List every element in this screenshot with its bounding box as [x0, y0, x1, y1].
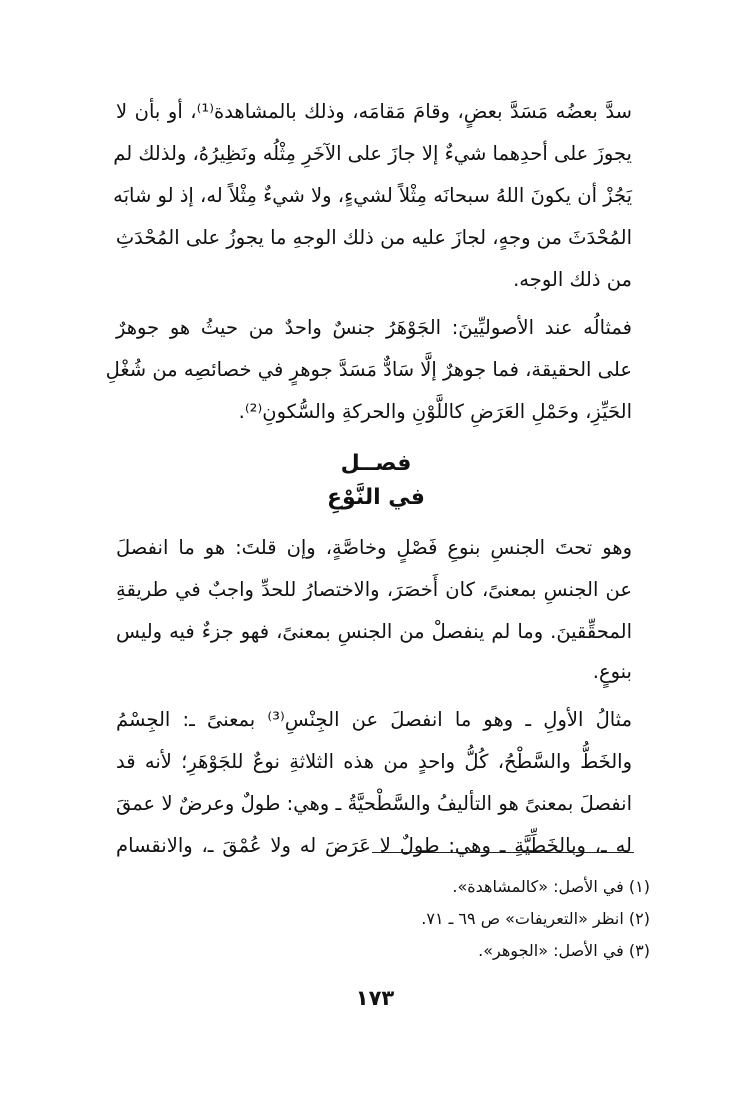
- text-line: انفصلَ بمعنىً هو التأليفُ والسَّطْحيَّةُ ـ وهي: طولٌ وعرضٌ لا عمقَ: [116, 792, 632, 815]
- text-line: المحقِّقينَ. وما لم ينفصلْ من الجنسِ بمعنىً، فهو جزءٌ فيه وليس: [116, 620, 632, 643]
- text-line: من ذلك الوجه.: [513, 268, 632, 291]
- text-line: يجوزَ على أحدِهما شيءٌ إلا جازَ على الآخَرِ مِثْلُه ونَظِيرُهُ، ولذلك لم: [113, 142, 632, 165]
- text-line: على الحقيقة، فما جوهرٌ إلَّا سَادٌّ مَسَدَّ جوهرٍ في خصائصِه من شُغْلِ: [105, 358, 632, 381]
- section-subheading: في النَّوْعِ: [327, 485, 425, 510]
- text-line: المُحْدَثَ من وجهٍ، لجازَ عليه من ذلك الوجهِ ما يجوزُ على المُحْدَثِ: [115, 226, 632, 249]
- footnote: (٣) في الأصل: «الجوهر».: [478, 941, 650, 960]
- page-number: ١٧٣: [355, 986, 395, 1010]
- footnote: (١) في الأصل: «كالمشاهدة».: [452, 877, 650, 896]
- text-line: الحَيِّزِ، وحَمْلِ العَرَضِ كاللَّوْنِ والحركةِ والسُّكونِ⁽²⁾.: [238, 400, 632, 423]
- section-heading: فصــل: [340, 451, 412, 476]
- text-line: والخَطُّ والسَّطْحُ، كُلُّ واحدٍ من هذه الثلاثةِ نوعٌ للجَوْهَرِ؛ لأنه قد: [116, 750, 632, 773]
- text-line: فمثالُه عند الأصوليِّينَ: الجَوْهَرُ جنسٌ واحدٌ من حيثُ هو جوهرٌ: [116, 316, 632, 339]
- text-line: مثالُ الأولِ ـ وهو ما انفصلَ عن الجِنْسِ⁽³⁾ بمعنىً ـ: الجِسْمُ: [116, 708, 633, 731]
- text-line: وهو تحتَ الجنسِ بنوعِ فَصْلٍ وخاصَّةٍ، وإن قلتَ: هو ما انفصلَ: [116, 536, 632, 559]
- text-line: بنوعٍ.: [592, 660, 632, 683]
- text-line: سدَّ بعضُه مَسَدَّ بعضٍ، وقامَ مَقامَه، وذلك بالمشاهدة⁽¹⁾، أو بأن لا: [116, 100, 632, 123]
- text-line: له ـ، وبالخَطِّيَّةِ ـ وهي: طولٌ لا عَرَضَ له ولا عُمْقَ ـ، والانقسام: [116, 834, 632, 857]
- text-line: يَجُزْ أن يكونَ اللهُ سبحانَه مِثْلاً لشيءٍ، ولا شيءٌ مِثْلاً له، إذ لو شابَه: [113, 184, 632, 207]
- footnote: (٢) انظر «التعريفات» ص ٦٩ ـ ٧١.: [421, 909, 650, 928]
- footnote-divider: [372, 852, 634, 853]
- text-line: عن الجنسِ بمعنىً، كان أَخصَرَ، والاختصارُ للحدِّ واجبٌ في طريقةِ: [116, 578, 632, 601]
